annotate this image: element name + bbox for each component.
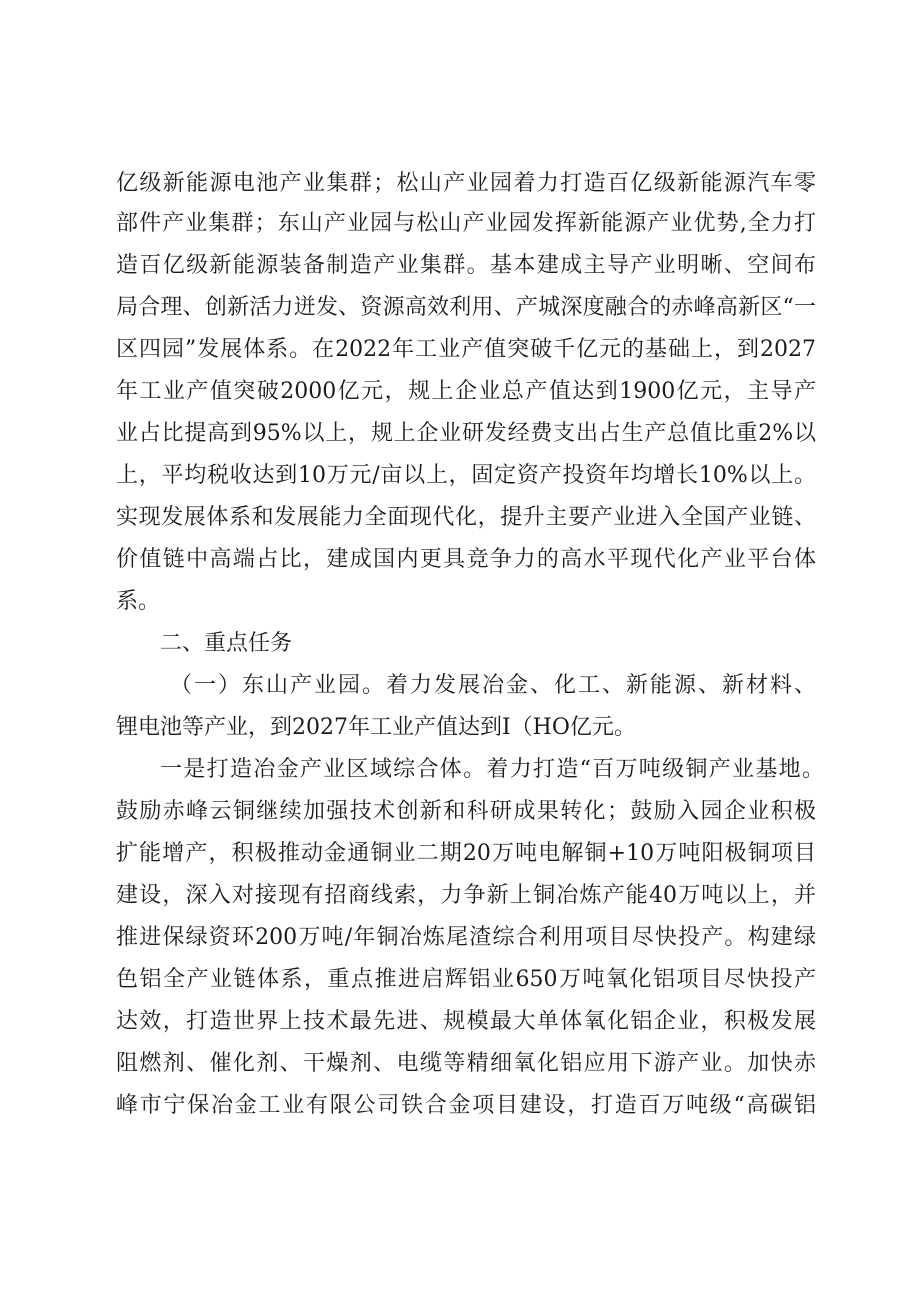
text-line: 业占比提高到95%以上，规上企业研发经费支出占生产总值比重2%以 [116,421,816,446]
text-line: 峰市宁保冶金工业有限公司铁合金项目建设，打造百万吨级“高碳铝 [116,1093,816,1118]
text-line: 系。 [116,589,161,614]
text-line: 扩能增产，积极推动金通铜业二期20万吨电解铜+10万吨阳极铜项目 [116,841,816,866]
text-line: 造百亿级新能源装备制造产业集群。基本建成主导产业明晰、空间布 [116,253,816,278]
text-line: 鼓励赤峰云铜继续加强技术创新和科研成果转化；鼓励入园企业积极 [116,799,816,824]
text-line: 局合理、创新活力迸发、资源高效利用、产城深度融合的赤峰高新区“一 [116,295,816,320]
text-line: 亿级新能源电池产业集群；松山产业园着力打造百亿级新能源汽车零 [116,171,816,196]
text-line: 实现发展体系和发展能力全面现代化，提升主要产业进入全国产业链、 [116,505,816,530]
text-line: 色铝全产业链体系，重点推进启辉铝业650万吨氧化铝项目尽快投产 [116,967,816,992]
text-line: 上，平均税收达到10万元/亩以上，固定资产投资年均增长10%以上。 [116,463,816,488]
text-line: 阻燃剂、催化剂、干燥剂、电缆等精细氧化铝应用下游产业。加快赤 [116,1051,816,1076]
text-line: 部件产业集群；东山产业园与松山产业园发挥新能源产业优势,全力打 [116,211,816,236]
text-line: 锂电池等产业，到2027年工业产值达到I（HO亿元。 [116,715,636,740]
text-line: 年工业产值突破2000亿元，规上企业总产值达到1900亿元，主导产 [116,379,816,404]
text-line: 达效，打造世界上技术最先进、规模最大单体氧化铝企业，积极发展 [116,1009,816,1034]
text-line: 价值链中高端占比，建成国内更具竞争力的高水平现代化产业平台体 [116,547,816,572]
section-heading: 二、重点任务 [160,631,293,656]
text-line: 区四园”发展体系。在2022年工业产值突破千亿元的基础上，到2027 [116,337,816,362]
subsection-heading: （一）东山产业园。着力发展冶金、化工、新能源、新材料、 [170,673,816,698]
text-line: 建设，深入对接现有招商线索，力争新上铜冶炼产能40万吨以上，并 [116,883,816,908]
text-line: 推进保绿资环200万吨/年铜冶炼尾渣综合利用项目尽快投产。构建绿 [116,925,816,950]
text-line: 一是打造冶金产业区域综合体。着力打造“百万吨级铜产业基地。 [160,757,824,782]
